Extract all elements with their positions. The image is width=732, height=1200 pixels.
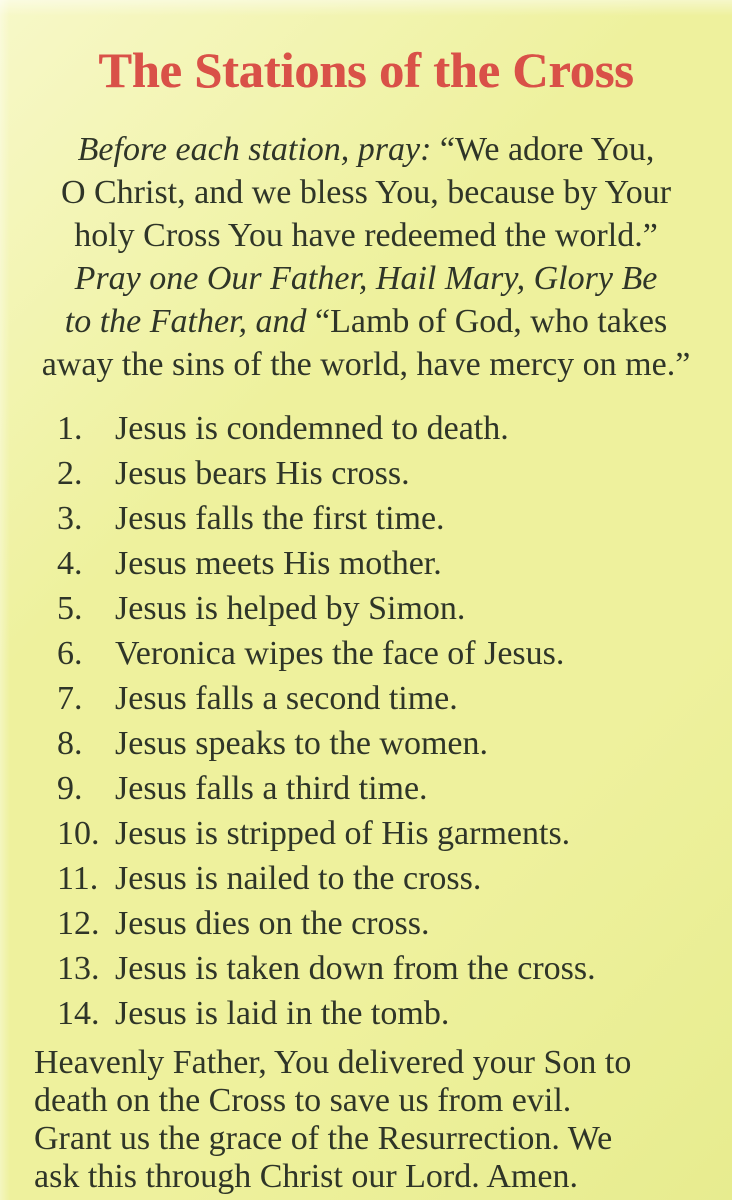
- station-item: [57, 901, 732, 946]
- intro-line1-italic: Before each station, pray:: [77, 131, 440, 168]
- station-item: [57, 406, 732, 451]
- station-number: 11.: [57, 860, 99, 897]
- station-number: 2.: [57, 455, 83, 492]
- station-item: [57, 451, 732, 496]
- station-item: [57, 721, 732, 766]
- station-item: [57, 541, 732, 586]
- station-number: 8.: [57, 725, 83, 762]
- station-text: Jesus dies on the cross.: [115, 905, 430, 942]
- station-text: Jesus bears His cross.: [115, 455, 410, 492]
- station-text: Jesus falls a third time.: [115, 770, 428, 807]
- station-text: Jesus is nailed to the cross.: [115, 860, 482, 897]
- intro-line: [0, 128, 732, 171]
- station-item: [57, 631, 732, 676]
- station-text: Jesus speaks to the women.: [115, 725, 489, 762]
- station-number: 6.: [57, 635, 83, 672]
- station-item: [57, 676, 732, 721]
- station-item: [57, 946, 732, 991]
- station-text: Jesus is stripped of His garments.: [115, 815, 571, 852]
- station-item: [57, 991, 732, 1036]
- station-text: Jesus is laid in the tomb.: [115, 995, 450, 1032]
- station-text: Jesus is helped by Simon.: [115, 590, 466, 627]
- station-number: 14.: [57, 995, 100, 1032]
- station-item: [57, 811, 732, 856]
- station-number: 5.: [57, 590, 83, 627]
- station-item: [57, 586, 732, 631]
- page-title: The Stations of the Cross: [98, 42, 634, 98]
- intro-line: [0, 300, 732, 343]
- station-text: Veronica wipes the face of Jesus.: [115, 635, 565, 672]
- intro-line4-italic: Pray one Our Father, Hail Mary, Glory Be: [74, 260, 658, 297]
- station-item: [57, 766, 732, 811]
- intro-line: [0, 257, 732, 300]
- station-number: 4.: [57, 545, 83, 582]
- station-number: 7.: [57, 680, 83, 717]
- station-text: Jesus falls the first time.: [115, 500, 445, 537]
- intro-line5-italic: to the Father, and: [64, 303, 316, 340]
- station-text: Jesus is condemned to death.: [115, 410, 509, 447]
- closing-line: Grant us the grace of the Resurrection. We: [34, 1120, 613, 1157]
- closing-prayer: [34, 1044, 712, 1196]
- closing-line: death on the Cross to save us from evil.: [34, 1082, 572, 1119]
- intro-line5-roman: “Lamb of God, who takes: [315, 303, 668, 340]
- intro-line: holy Cross You have redeemed the world.”: [74, 217, 658, 254]
- intro-line: O Christ, and we bless You, because by Your: [60, 174, 672, 211]
- intro-line: away the sins of the world, have mercy on me.”: [41, 346, 691, 383]
- intro-line1-roman: “We adore You,: [439, 131, 655, 168]
- station-number: 10.: [57, 815, 100, 852]
- station-list: [0, 406, 732, 1036]
- station-number: 12.: [57, 905, 100, 942]
- station-item: [57, 856, 732, 901]
- station-number: 3.: [57, 500, 83, 537]
- closing-line: ask this through Christ our Lord. Amen.: [34, 1158, 578, 1195]
- station-number: 1.: [57, 410, 83, 447]
- station-number: 9.: [57, 770, 83, 807]
- station-item: [57, 496, 732, 541]
- station-number: 13.: [57, 950, 100, 987]
- closing-line: Heavenly Father, You delivered your Son to: [34, 1044, 632, 1081]
- station-text: Jesus is taken down from the cross.: [115, 950, 596, 987]
- intro-prayer: [0, 128, 732, 386]
- station-text: Jesus falls a second time.: [115, 680, 458, 717]
- station-text: Jesus meets His mother.: [115, 545, 442, 582]
